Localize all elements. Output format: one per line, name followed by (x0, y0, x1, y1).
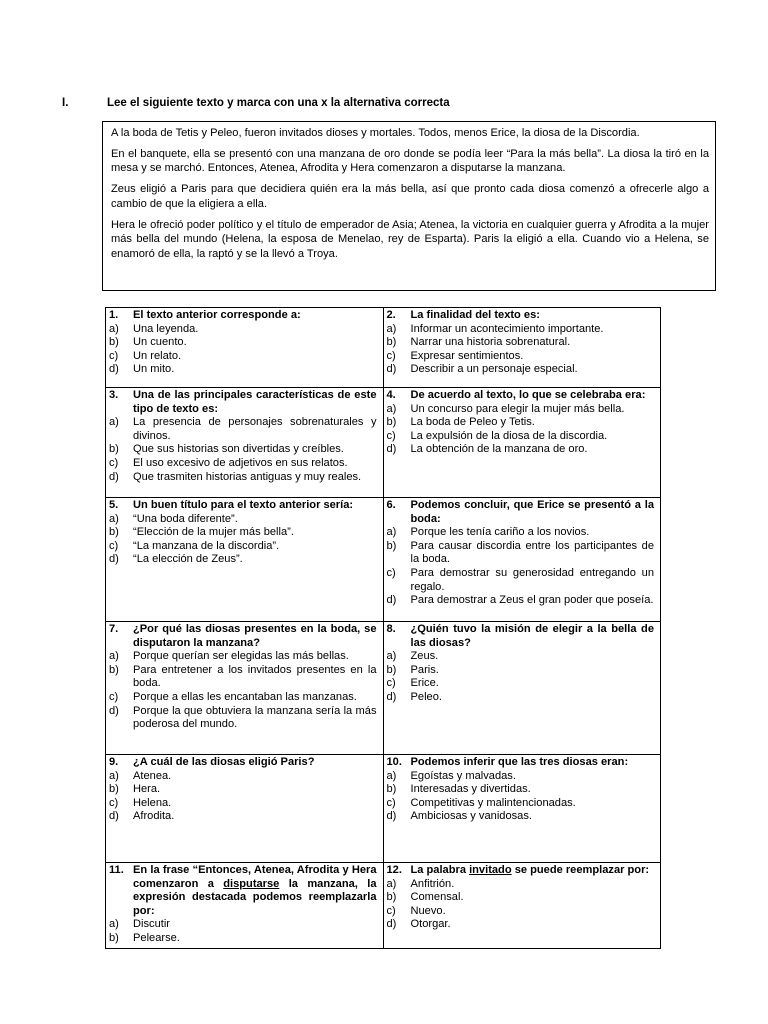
option-letter: b) (386, 891, 397, 904)
question-stem (387, 309, 655, 323)
option-text: Porque querían ser elegidas las más bellas. (133, 650, 349, 663)
question-text: Podemos inferir que las tres diosas eran: (410, 756, 629, 768)
option-letter: b) (109, 663, 119, 676)
answer-option[interactable] (387, 783, 655, 797)
answer-option[interactable] (109, 526, 377, 540)
answer-option[interactable] (109, 323, 377, 337)
question-cell (106, 863, 384, 949)
option-text: Para demostrar a Zeus el gran poder que poseía. (410, 594, 654, 607)
question-cell (383, 388, 661, 498)
answer-option[interactable] (387, 594, 655, 608)
option-letter: d) (109, 810, 119, 823)
question-text: La palabra invitado se puede reemplazar por: (410, 864, 650, 876)
question-row (106, 622, 661, 755)
question-number: 10. (386, 756, 402, 768)
answer-option[interactable] (109, 336, 377, 350)
question-stem (109, 864, 377, 918)
option-text: Describir a un personaje especial. (410, 363, 578, 376)
option-letter: a) (386, 650, 397, 663)
option-text: La presencia de personajes sobrenaturales y divinos. (133, 416, 377, 442)
question-row (106, 498, 661, 622)
option-letter: c) (386, 677, 396, 690)
question-stem (387, 389, 655, 403)
section-number: I. (62, 97, 69, 109)
passage-paragraph: Zeus eligió a Paris para que decidiera quién era la más bella, así que pronto cada diosa comenzó a ofrecerle algo a cambio de que la eligiera a ella. (111, 183, 709, 210)
option-text: Un concurso para elegir la mujer más bella. (410, 402, 625, 415)
answer-option[interactable] (387, 905, 655, 919)
question-stem (387, 623, 655, 650)
option-letter: b) (386, 416, 397, 429)
option-text: Un cuento. (133, 336, 187, 349)
answer-option[interactable] (109, 350, 377, 364)
option-letter: c) (109, 690, 119, 703)
question-cell (106, 498, 384, 622)
answer-option[interactable] (109, 705, 377, 732)
passage-paragraph: A la boda de Tetis y Peleo, fueron invitados dioses y mortales. Todos, menos Erice, la diosa de la Discordia. (111, 127, 640, 139)
option-letter: d) (109, 704, 119, 717)
option-letter: c) (109, 349, 119, 362)
option-letter: a) (109, 322, 119, 335)
option-letter: a) (386, 526, 397, 539)
option-letter: d) (386, 810, 397, 823)
question-number: 6. (386, 499, 396, 511)
option-letter: a) (109, 512, 119, 525)
question-stem (109, 756, 377, 770)
option-text: Egoístas y malvadas. (410, 769, 516, 782)
question-stem (387, 499, 655, 526)
option-letter: c) (386, 429, 396, 442)
section-instruction: Lee el siguiente texto y marca con una x la alternativa correcta (107, 97, 450, 109)
answer-option[interactable] (109, 513, 377, 527)
question-text: En la frase “Entonces, Atenea, Afrodita y Hera comenzaron a disputarse la manzana, la expresión destacada podemos reemplazarla por: (133, 864, 377, 917)
option-text: “Una boda diferente”. (133, 512, 238, 525)
option-text: Nuevo. (410, 904, 446, 917)
answer-option[interactable] (387, 540, 655, 567)
answer-option[interactable] (387, 403, 655, 417)
question-number: 2. (386, 309, 396, 321)
answer-option[interactable] (109, 691, 377, 705)
option-text: Paris. (410, 663, 439, 676)
option-text: Peleo. (410, 690, 442, 703)
answer-option[interactable] (109, 810, 377, 824)
option-text: Porque les tenía cariño a los novios. (410, 526, 590, 539)
answer-option[interactable] (109, 363, 377, 377)
option-letter: d) (386, 363, 397, 376)
question-stem (109, 623, 377, 650)
answer-option[interactable] (109, 443, 377, 457)
answer-option[interactable] (387, 567, 655, 594)
question-number: 3. (109, 389, 119, 401)
answer-option[interactable] (387, 664, 655, 678)
highlighted-word: disputarse (223, 877, 280, 890)
question-cell (106, 308, 384, 388)
questions-table (105, 307, 661, 949)
question-text: De acuerdo al texto, lo que se celebraba era: (410, 389, 646, 401)
question-row (106, 863, 661, 949)
question-cell (383, 498, 661, 622)
question-stem (387, 756, 655, 770)
option-text: Una leyenda. (133, 322, 199, 335)
question-stem (387, 864, 655, 878)
answer-option[interactable] (387, 336, 655, 350)
option-letter: b) (386, 663, 397, 676)
question-row (106, 755, 661, 863)
option-letter: b) (109, 931, 119, 944)
option-text: “La manzana de la discordia”. (133, 539, 280, 552)
answer-option[interactable] (109, 770, 377, 784)
option-text: Zeus. (410, 650, 439, 663)
answer-option[interactable] (109, 918, 377, 932)
question-number: 8. (386, 623, 396, 635)
question-number: 5. (109, 499, 119, 511)
option-text: Interesadas y divertidas. (410, 783, 531, 796)
answer-option[interactable] (387, 891, 655, 905)
option-letter: c) (386, 904, 396, 917)
option-letter: d) (386, 690, 397, 703)
answer-option[interactable] (109, 932, 377, 946)
answer-option[interactable] (109, 540, 377, 554)
answer-option[interactable] (387, 677, 655, 691)
option-letter: b) (109, 526, 119, 539)
option-letter: a) (109, 769, 119, 782)
option-text: La obtención de la manzana de oro. (410, 443, 588, 456)
option-text: Informar un acontecimiento importante. (410, 322, 604, 335)
option-text: La boda de Peleo y Tetis. (410, 416, 535, 429)
question-row (106, 388, 661, 498)
highlighted-word: invitado (469, 864, 512, 876)
option-letter: d) (109, 363, 119, 376)
option-letter: a) (109, 918, 119, 931)
option-text: Un relato. (133, 349, 182, 362)
question-row (106, 308, 661, 388)
answer-option[interactable] (109, 553, 377, 567)
answer-option[interactable] (387, 650, 655, 664)
answer-option[interactable] (109, 650, 377, 664)
option-letter: c) (109, 456, 119, 469)
answer-option[interactable] (387, 797, 655, 811)
option-letter: d) (109, 553, 119, 566)
option-letter: d) (109, 470, 119, 483)
option-letter: c) (109, 796, 119, 809)
answer-option[interactable] (387, 323, 655, 337)
option-text: Anfitrión. (410, 877, 455, 890)
answer-option[interactable] (387, 526, 655, 540)
option-letter: b) (109, 783, 119, 796)
question-stem (109, 389, 377, 416)
option-letter: a) (386, 877, 397, 890)
reading-passage (102, 121, 716, 291)
option-letter: b) (109, 336, 119, 349)
question-text: Una de las principales características de este tipo de texto es: (133, 389, 377, 415)
question-number: 1. (109, 309, 119, 321)
passage-paragraph: Hera le ofreció poder político y el título de emperador de Asia; Atenea, la victoria en cualquier guerra y Afrodita a la mujer más bella del mundo (Helena, la esposa de Menelao, rey de Esparta). Paris la eligió a ella. Cuando vio a Helena, se enamoró de ella, la raptó y se la llevó a Troya. (111, 218, 709, 260)
question-text: ¿Por qué las diosas presentes en la boda, se disputaron la manzana? (133, 623, 377, 649)
answer-option[interactable] (109, 664, 377, 691)
option-text: Pelearse. (133, 931, 180, 944)
option-text: La expulsión de la diosa de la discordia. (410, 429, 608, 442)
option-text: El uso excesivo de adjetivos en sus relatos. (133, 456, 348, 469)
option-text: Ambiciosas y vanidosas. (410, 810, 532, 823)
option-text: Comensal. (410, 891, 464, 904)
option-text: Para demostrar su generosidad entregando un regalo. (410, 566, 654, 593)
option-letter: b) (386, 783, 397, 796)
option-text: Para causar discordia entre los participantes de la boda. (410, 539, 654, 566)
question-text: ¿A cuál de las diosas eligió Paris? (133, 756, 315, 768)
answer-option[interactable] (387, 878, 655, 892)
option-text: Erice. (410, 677, 439, 690)
answer-option[interactable] (109, 457, 377, 471)
option-letter: c) (386, 566, 396, 579)
answer-option[interactable] (387, 810, 655, 824)
option-letter: a) (386, 402, 397, 415)
option-text: “La elección de Zeus”. (133, 553, 243, 566)
option-text: Un mito. (133, 363, 175, 376)
option-text: Hera. (133, 783, 161, 796)
option-text: “Elección de la mujer más bella”. (133, 526, 294, 539)
option-text: Helena. (133, 796, 172, 809)
question-text: La finalidad del texto es: (410, 309, 540, 321)
question-number: 7. (109, 623, 119, 635)
answer-option[interactable] (109, 471, 377, 485)
answer-option[interactable] (387, 363, 655, 377)
option-text: Competitivas y malintencionadas. (410, 796, 576, 809)
answer-option[interactable] (387, 918, 655, 932)
question-text: Podemos concluir, que Erice se presentó a la boda: (410, 499, 654, 525)
answer-option[interactable] (387, 691, 655, 705)
question-cell (106, 755, 384, 863)
option-letter: c) (109, 539, 119, 552)
option-text: Porque la que obtuviera la manzana sería la más poderosa del mundo. (133, 704, 377, 731)
question-stem (109, 309, 377, 323)
question-number: 9. (109, 756, 119, 768)
question-text: Un buen título para el texto anterior sería: (133, 499, 354, 511)
option-letter: a) (386, 769, 397, 782)
question-number: 4. (386, 389, 396, 401)
question-stem (109, 499, 377, 513)
option-text: Otorgar. (410, 918, 451, 931)
option-text: Que sus historias son divertidas y creíbles. (133, 443, 344, 456)
answer-option[interactable] (109, 783, 377, 797)
answer-option[interactable] (109, 797, 377, 811)
option-letter: b) (109, 443, 119, 456)
question-text: El texto anterior corresponde a: (133, 309, 301, 321)
option-letter: a) (109, 416, 119, 429)
answer-option[interactable] (387, 430, 655, 444)
option-letter: c) (386, 349, 396, 362)
question-cell (383, 308, 661, 388)
option-text: Discutir (133, 918, 170, 931)
question-cell (383, 622, 661, 755)
answer-option[interactable] (387, 443, 655, 457)
question-cell (106, 622, 384, 755)
option-letter: a) (109, 650, 119, 663)
question-text: ¿Quién tuvo la misión de elegir a la bella de las diosas? (410, 623, 654, 649)
option-letter: d) (386, 443, 397, 456)
option-letter: a) (386, 322, 397, 335)
question-number: 11. (109, 864, 124, 876)
option-letter: c) (386, 796, 396, 809)
option-text: Atenea. (133, 769, 172, 782)
option-text: Porque a ellas les encantaban las manzanas. (133, 690, 357, 703)
option-text: Para entretener a los invitados presentes en la boda. (133, 663, 377, 690)
answer-option[interactable] (109, 416, 377, 443)
question-number: 12. (386, 864, 402, 876)
option-text: Narrar una historia sobrenatural. (410, 336, 571, 349)
answer-option[interactable] (387, 770, 655, 784)
option-text: Afrodita. (133, 810, 175, 823)
question-cell (383, 755, 661, 863)
option-letter: b) (386, 539, 397, 552)
option-letter: d) (386, 594, 397, 607)
question-cell (383, 863, 661, 949)
option-text: Expresar sentimientos. (410, 349, 524, 362)
option-text: Que trasmiten historias antiguas y muy reales. (133, 470, 362, 483)
question-cell (106, 388, 384, 498)
passage-paragraph: En el banquete, ella se presentó con una manzana de oro donde se podía leer “Para la más bella”. La diosa la tiró en la mesa y se marchó. Entonces, Atenea, Afrodita y Hera comenzaron a disputarse la manzana. (111, 147, 709, 175)
answer-option[interactable] (387, 350, 655, 364)
option-letter: b) (386, 336, 397, 349)
option-letter: d) (386, 918, 397, 931)
answer-option[interactable] (387, 416, 655, 430)
